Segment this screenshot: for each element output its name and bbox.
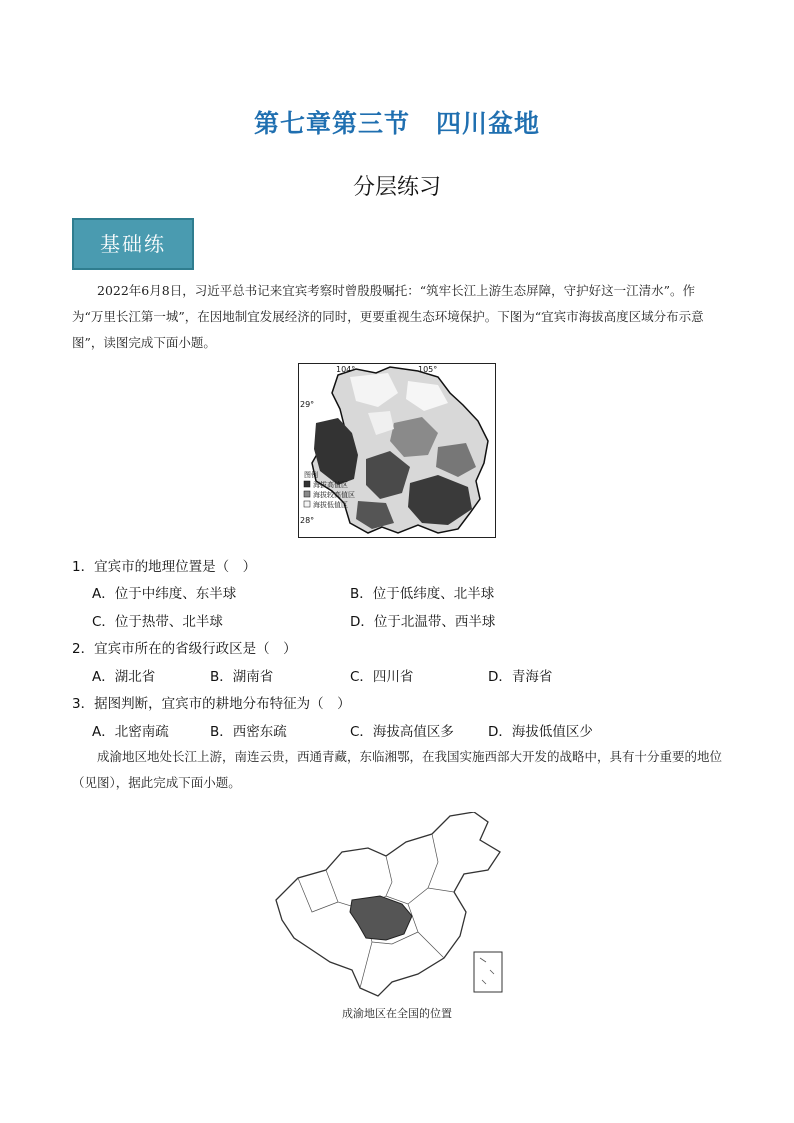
map-caption: 成渝地区在全国的位置 bbox=[342, 1007, 452, 1020]
legend-label-high: 海拔高值区 bbox=[313, 481, 348, 489]
q3-option-a[interactable]: A．北密南疏 bbox=[92, 724, 169, 740]
question-1: 1．宜宾市的地理位置是（ ） bbox=[72, 559, 257, 575]
page-title: 第七章第三节 四川盆地 bbox=[253, 109, 540, 138]
q2-option-c[interactable]: C．四川省 bbox=[350, 669, 414, 685]
question-3: 3．据图判断，宜宾市的耕地分布特征为（ ） bbox=[72, 696, 351, 712]
q1-option-c[interactable]: C．位于热带、北半球 bbox=[92, 614, 223, 630]
passage-yibin: 2022年6月8日，习近平总书记来宜宾考察时曾殷殷嘱托：“筑牢长江上游生态屏障，守护好这一江清水”。作为“万里长江第一城”，在因地制宜发展经济的同时，更要重视生态环境保护。下图为“宜宾市海拔高度区域分布示意图”，读图完成下面小题。 bbox=[72, 283, 704, 350]
legend-title: 图例 bbox=[304, 471, 318, 479]
q2-option-b[interactable]: B．湖南省 bbox=[210, 669, 274, 685]
page-subtitle: 分层练习 bbox=[352, 175, 441, 200]
lon-label-104: 104° bbox=[336, 365, 356, 374]
section-badge: 基础练 bbox=[72, 218, 194, 270]
q2-option-a[interactable]: A．湖北省 bbox=[92, 669, 156, 685]
q1-option-d[interactable]: D．位于北温带、西半球 bbox=[350, 614, 496, 630]
legend-swatch-high bbox=[304, 481, 310, 487]
yibin-elevation-map bbox=[298, 363, 496, 538]
legend-swatch-low bbox=[304, 501, 310, 507]
q3-option-d[interactable]: D．海拔低值区少 bbox=[488, 724, 593, 740]
q3-option-c[interactable]: C．海拔高值区多 bbox=[350, 724, 454, 740]
q3-option-b[interactable]: B．西密东疏 bbox=[210, 724, 287, 740]
legend-swatch-mid bbox=[304, 491, 310, 497]
lon-label-105: 105° bbox=[418, 365, 438, 374]
lat-label-29: 29° bbox=[300, 400, 315, 409]
lat-label-28: 28° bbox=[300, 516, 315, 525]
q1-option-b[interactable]: B．位于低纬度、北半球 bbox=[350, 586, 495, 602]
china-location-map bbox=[268, 812, 514, 1002]
legend-label-low: 海拔低值区 bbox=[313, 501, 348, 509]
legend-label-mid: 海拔较高值区 bbox=[313, 491, 355, 499]
q1-option-a[interactable]: A．位于中纬度、东半球 bbox=[92, 586, 237, 602]
passage-chengyu: 成渝地区地处长江上游，南连云贵，西通青藏，东临湘鄂，在我国实施西部大开发的战略中，具有十分重要的地位（见图），据此完成下面小题。 bbox=[72, 749, 723, 790]
question-2: 2．宜宾市所在的省级行政区是（ ） bbox=[72, 641, 297, 657]
q2-option-d[interactable]: D．青海省 bbox=[488, 669, 553, 685]
